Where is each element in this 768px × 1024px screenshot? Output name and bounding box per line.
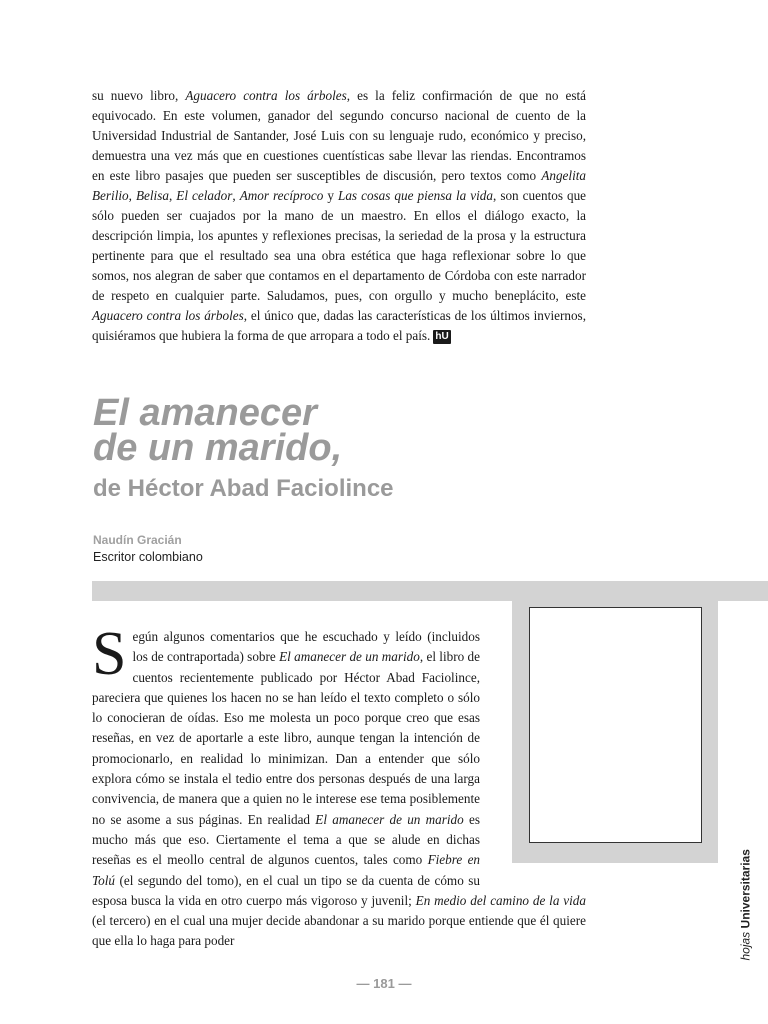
text-run: , el único que, dadas las características de los últimos inviernos, quisiéramos que hubiera la forma de que arropara a todo el país. [92,308,586,343]
intro-paragraph [92,86,586,346]
book-title: Aguacero contra los árboles [185,88,347,103]
title-line-2: de un marido, [93,427,343,469]
story-title: Angelita Berilio [92,168,586,203]
author-role: Escritor colombiano [93,550,203,564]
drop-cap: S [92,620,127,688]
text-run: , el libro de cuentos recientemente publicado por Héctor Abad Faciolince, pareciera que quienes los hacen no se han leído el texto completo o sólo lo conocieran de oídas. Eso me molesta un poco porque creo que esas reseñas, en vez de aportarle a este libro, aunque tengan la intención de promocionarlo, en realidad lo minimizan. Dan a entender que sólo explora cómo se instala el tedio entre dos personas después de una larga convivencia, de manera que a quien no le interese ese tema posiblemente no se asome a sus páginas. En realidad [92,649,480,827]
brand-light: hojas [738,928,753,961]
article-body [92,620,586,952]
story-title: En medio del camino de la vida [415,892,586,908]
author-name: Naudín Gracián [93,533,182,547]
section-divider-bar [92,581,768,601]
story-title: Las cosas que piensa la vida [338,188,493,203]
title-line-1: El amanecer [93,392,317,434]
text-run: , son cuentos que sólo pueden ser cuajados por la mano de un maestro. En ellos el diálogo exacto, la descripción limpia, los apuntes y reflexiones precisas, la seriedad de la prosa y la estructura pertinente para que el resultado sea una obra estética que haga reflexionar sobre lo que somos, nos alegran de saber que contamos en el departamento de Córdoba con este narrador de respeto en cualquier parte. Saludamos, pues, con orgullo y mucho beneplácito, este [92,188,587,303]
text-wrap-spacer [480,627,586,875]
text-run: (el segundo del tomo), en el cual un tipo se da cuenta de cómo su esposa busca la vida en otro cuerpo más vigoroso y juvenil; [92,872,480,908]
intro-text [92,86,586,346]
book-title: El amanecer de un marido [279,649,420,665]
page-number: — 181 — [356,976,412,991]
text-run: , [168,188,177,203]
story-title: Belisa [135,188,169,203]
article-subtitle: de Héctor Abad Faciolince [93,475,394,502]
book-title: Aguacero contra los árboles [92,308,244,323]
text-run: su nuevo libro, [92,88,186,103]
text-run: egún algunos comentarios que he escuchado y leído (incluidos los de contraportada) sobre [132,629,480,665]
story-title: Amor recíproco [239,188,324,203]
text-run: , es la feliz confirmación de que no está equivocado. En este volumen, ganador del segundo concurso nacional de cuento de la Universidad Industrial de Santander, José Luis con su lenguaje rudo, económico y preciso, demuestra una vez más que en cuestiones cuentísticas sabe llevar las riendas. Encontramos en este libro pasajes que pueden ser susceptibles de discusión, pero textos como [92,88,586,183]
text-run: , [128,188,136,203]
brand-bold: Universitarias [738,849,753,929]
story-title: Fiebre en Tolú [92,852,481,888]
journal-brand [739,846,753,961]
journal-side-label [730,848,753,963]
text-run: es mucho más que eso. Ciertamente el tema a que se alude en dichas reseñas es el meollo central de algunos cuentos, tales como [92,811,480,868]
end-mark-icon: hU [435,331,449,342]
book-title: El amanecer de un marido [315,811,464,827]
text-run: y [323,188,338,203]
story-title: El celador [176,188,233,203]
article-title [93,392,343,469]
text-run: (el tercero) en el cual una mujer decide abandonar a su marido porque entiende que él quiere que ella lo haga para poder [92,913,586,949]
text-run: , [232,188,240,203]
